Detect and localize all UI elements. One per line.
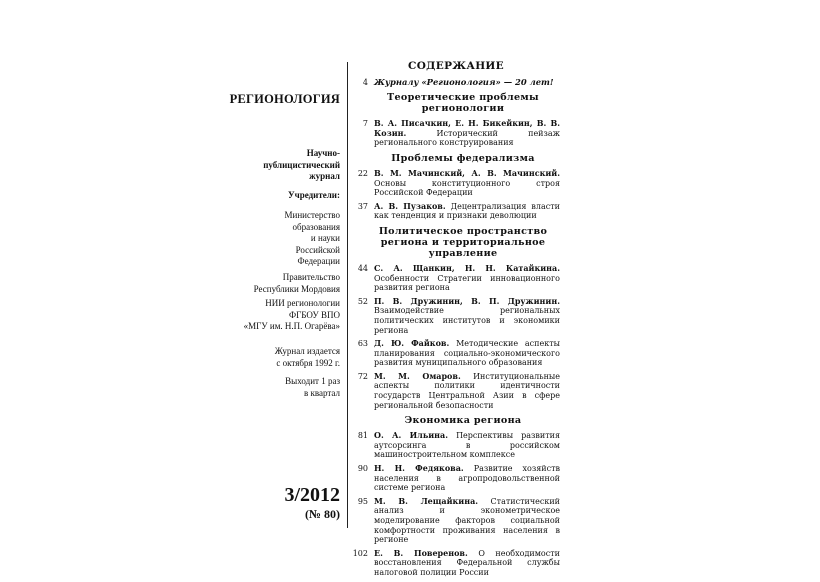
entry-title: Децентрализация власти как тенденция и признаки деволюции: [374, 201, 560, 221]
entry-authors: М. В. Лещайкина.: [374, 495, 479, 506]
founder-line: образования: [292, 221, 340, 232]
masthead-column: [228, 60, 340, 525]
page-number: 90: [357, 464, 368, 474]
entry-authors: Д. Ю. Файков.: [374, 338, 450, 349]
toc-entry: [352, 202, 560, 221]
entry-authors: А. В. Пузаков.: [374, 200, 446, 211]
entry-title: Статистический анализ и эконометрическое моделирование факторов социальной комфортности проживания населения в регионе: [374, 496, 561, 545]
founder-line: Министерство: [284, 210, 340, 220]
entry-authors: В. М. Мачинский, А. В. Мачинский.: [374, 167, 560, 178]
page-number: 4: [362, 77, 368, 87]
toc-entry: [352, 497, 560, 545]
founder-line: НИИ регионологии: [265, 298, 340, 308]
page-number: 72: [357, 371, 368, 381]
journal-type: [263, 148, 340, 183]
entry-authors: В. А. Писачкин, Е. Н. Бикейкин, В. В. Козин.: [374, 118, 560, 138]
toc-entry: [352, 119, 560, 148]
founder-line: Республики Мордовия: [253, 283, 340, 294]
entry-authors: Е. В. Поверенов.: [374, 547, 468, 558]
page-number: 63: [357, 339, 368, 349]
page-number: 7: [362, 119, 368, 129]
journal-type-line: публицистический: [263, 159, 340, 170]
entry-text: [374, 431, 560, 460]
toc-entry: [352, 549, 560, 578]
toc-sections: [352, 92, 560, 577]
page-number: 22: [357, 168, 368, 178]
frequency-line: Выходит 1 раз: [285, 376, 340, 386]
toc-entry: [352, 372, 560, 410]
page-number: 102: [352, 548, 368, 558]
entry-title: Особенности Стратегии инновационного развития региона: [374, 273, 560, 293]
toc-entry: [352, 464, 560, 493]
published-line: с октября 1992 г.: [276, 357, 340, 368]
toc-entry: [352, 78, 560, 88]
issue-total-number: (№ 80): [304, 507, 340, 521]
entry-text: [374, 169, 560, 198]
published-line: Журнал издается: [274, 346, 340, 356]
frequency: [285, 376, 340, 399]
founder-line: Правительство: [282, 272, 340, 282]
entry-title: Перспективы развития аутсорсинга в российском машиностроительном комплексе: [374, 431, 561, 460]
toc-entry: [352, 264, 560, 293]
table-of-contents: [352, 60, 560, 582]
founder-line: и науки: [310, 233, 340, 243]
journal-title: РЕГИОНОЛОГИЯ: [229, 92, 340, 106]
entry-title: Журналу «Регионология» — 20 лет!: [374, 76, 554, 87]
page-number: 52: [357, 296, 368, 306]
entry-text: [374, 372, 560, 410]
entry-text: [374, 549, 560, 578]
entry-title: Исторический пейзаж регионального конструирования: [374, 128, 560, 148]
frequency-line: в квартал: [304, 387, 340, 398]
entry-authors: Н. Н. Федякова.: [374, 463, 464, 474]
entry-authors: П. В. Дружинин, В. П. Дружинин.: [374, 295, 560, 306]
founder-line: ФГБОУ ВПО: [288, 309, 340, 320]
section-heading: Теоретические проблемы регионологии: [387, 92, 539, 115]
founder-line: Российской: [295, 244, 340, 255]
issue-number: 3/2012: [284, 484, 340, 506]
entry-text: [374, 464, 560, 493]
page-number: 81: [357, 431, 368, 441]
toc-entry: [352, 339, 560, 368]
toc-entry: [352, 169, 560, 198]
entry-text: [374, 202, 560, 221]
founders-label: Учредители:: [288, 190, 340, 200]
page-number: 44: [357, 263, 368, 273]
section-heading: Экономика региона: [404, 415, 522, 427]
published-since: [275, 346, 340, 369]
toc-entry: [352, 297, 560, 335]
founder-line: Федерации: [297, 256, 340, 266]
journal-type-line: журнал: [309, 171, 340, 181]
entry-text: [374, 339, 560, 368]
founder-line: «МГУ им. Н.П. Огарёва»: [243, 321, 340, 331]
entry-title: Взаимодействие региональных политических институтов и экономики региона: [374, 306, 560, 335]
page-number: 37: [357, 201, 368, 211]
section-heading: Политическое пространство региона и территориальное управление: [378, 225, 548, 259]
journal-type-line: Научно-: [306, 148, 340, 158]
entry-title: Основы конституционного строя Российской Федерации: [374, 178, 560, 198]
section-heading: Проблемы федерализма: [391, 152, 535, 164]
entry-authors: М. М. Омаров.: [374, 370, 461, 381]
page-number: 95: [357, 496, 368, 506]
column-divider: [347, 62, 348, 528]
entry-text: [374, 497, 560, 545]
founder-government: [254, 272, 340, 295]
entry-title: Методические аспекты планирования социально-экономического развития муниципального образования: [374, 339, 560, 368]
entry-text: [374, 264, 560, 293]
entry-authors: С. А. Щанкин, Н. Н. Катайкина.: [374, 262, 560, 273]
founder-ministry: [285, 210, 341, 268]
founder-institute: [244, 298, 340, 333]
entry-text: [374, 119, 560, 148]
entry-text: [374, 297, 560, 335]
toc-entry: [352, 431, 560, 460]
toc-heading: СОДЕРЖАНИЕ: [408, 60, 504, 72]
entry-title: Развитие хозяйств населения в агропродовольственной системе региона: [374, 464, 560, 493]
entry-authors: О. А. Ильина.: [374, 430, 449, 441]
entry-title: Институциональные аспекты политики идентичности государств Центральной Азии в сфере региональной безопасности: [374, 371, 561, 410]
entry-title: О необходимости восстановления Федеральной службы налоговой полиции России: [374, 548, 560, 577]
